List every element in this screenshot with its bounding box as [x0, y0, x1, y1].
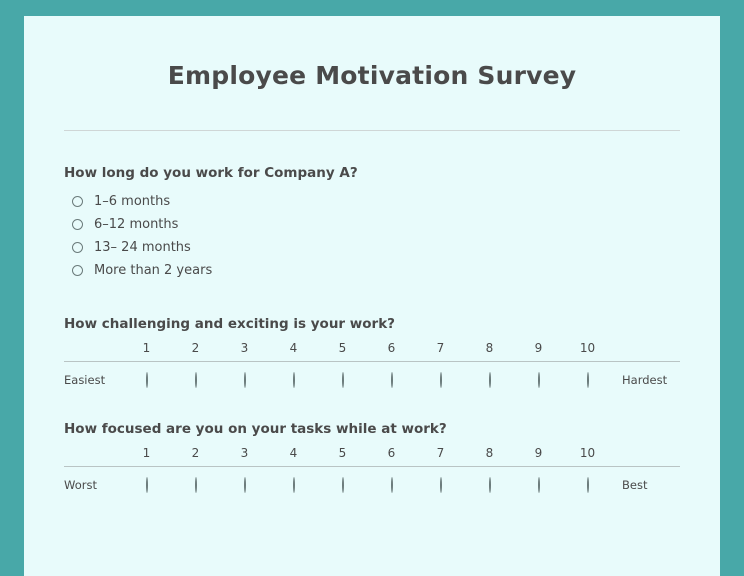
scale-option[interactable] [367, 478, 416, 492]
radio-button-icon[interactable] [72, 265, 83, 276]
question-label: How focused are you on your tasks while at work? [64, 421, 447, 437]
radio-button-icon[interactable] [244, 477, 246, 493]
radio-button-icon[interactable] [72, 196, 83, 207]
radio-button-icon[interactable] [587, 372, 589, 388]
scale-options [64, 467, 680, 492]
survey-content [24, 165, 720, 492]
radio-button-icon[interactable] [293, 477, 295, 493]
scale-radio-row [122, 478, 612, 492]
scale-number: 3 [240, 341, 249, 355]
scale-number: 6 [387, 446, 396, 460]
option-row[interactable] [64, 236, 680, 259]
scale-number: 5 [338, 446, 347, 460]
page-title: Employee Motivation Survey [167, 61, 577, 90]
scale-option[interactable] [563, 373, 612, 387]
option-row[interactable] [64, 190, 680, 213]
scale-right-label: Best [622, 478, 648, 492]
question-label: How long do you work for Company A? [64, 165, 358, 181]
question-tenure [64, 165, 680, 282]
radio-button-icon[interactable] [195, 372, 197, 388]
question-challenging [64, 316, 680, 387]
scale-option[interactable] [269, 373, 318, 387]
scale-number: 6 [387, 341, 396, 355]
scale-number: 4 [289, 341, 298, 355]
scale-option[interactable] [318, 373, 367, 387]
radio-button-icon[interactable] [72, 242, 83, 253]
scale-radio-row [122, 373, 612, 387]
scale-number: 3 [240, 446, 249, 460]
rating-scale [64, 446, 680, 492]
radio-button-icon[interactable] [342, 477, 344, 493]
option-label: 6–12 months [94, 217, 179, 232]
rating-scale [64, 341, 680, 387]
scale-left-label: Easiest [64, 373, 106, 387]
radio-button-icon[interactable] [538, 372, 540, 388]
radio-button-icon[interactable] [293, 372, 295, 388]
radio-button-icon[interactable] [440, 477, 442, 493]
scale-number: 1 [142, 446, 151, 460]
scale-header [64, 446, 680, 467]
scale-option[interactable] [220, 373, 269, 387]
scale-header [64, 341, 680, 362]
scale-option[interactable] [416, 478, 465, 492]
scale-number: 2 [191, 341, 200, 355]
radio-button-icon[interactable] [342, 372, 344, 388]
option-row[interactable] [64, 259, 680, 282]
scale-option[interactable] [465, 478, 514, 492]
scale-number: 8 [485, 446, 494, 460]
scale-number-row [122, 446, 612, 460]
scale-option[interactable] [318, 478, 367, 492]
option-label: 1–6 months [94, 194, 171, 209]
scale-right-label: Hardest [622, 373, 668, 387]
scale-number-row [122, 341, 612, 355]
scale-option[interactable] [171, 478, 220, 492]
radio-button-icon[interactable] [146, 372, 148, 388]
question-focused [64, 421, 680, 492]
option-label: More than 2 years [94, 263, 213, 278]
scale-number: 9 [534, 341, 543, 355]
radio-button-icon[interactable] [538, 477, 540, 493]
scale-number: 9 [534, 446, 543, 460]
radio-button-icon[interactable] [587, 477, 589, 493]
scale-option[interactable] [122, 478, 171, 492]
scale-number: 7 [436, 341, 445, 355]
radio-button-icon[interactable] [146, 477, 148, 493]
option-label: 13– 24 months [94, 240, 191, 255]
scale-option[interactable] [514, 478, 563, 492]
header-divider [64, 130, 680, 131]
scale-number: 5 [338, 341, 347, 355]
radio-button-icon[interactable] [440, 372, 442, 388]
scale-option[interactable] [416, 373, 465, 387]
scale-option[interactable] [563, 478, 612, 492]
radio-button-icon[interactable] [195, 477, 197, 493]
question-label: How challenging and exciting is your work? [64, 316, 396, 332]
option-row[interactable] [64, 213, 680, 236]
scale-option[interactable] [269, 478, 318, 492]
scale-options [64, 362, 680, 387]
radio-button-icon[interactable] [489, 477, 491, 493]
scale-option[interactable] [367, 373, 416, 387]
scale-option[interactable] [220, 478, 269, 492]
radio-button-icon[interactable] [489, 372, 491, 388]
scale-number: 10 [579, 341, 596, 355]
survey-page [24, 16, 720, 576]
radio-button-icon[interactable] [72, 219, 83, 230]
scale-option[interactable] [514, 373, 563, 387]
scale-number: 1 [142, 341, 151, 355]
scale-option[interactable] [171, 373, 220, 387]
scale-option[interactable] [465, 373, 514, 387]
scale-number: 7 [436, 446, 445, 460]
radio-button-icon[interactable] [244, 372, 246, 388]
scale-number: 4 [289, 446, 298, 460]
scale-number: 8 [485, 341, 494, 355]
scale-number: 2 [191, 446, 200, 460]
scale-left-label: Worst [64, 478, 97, 492]
radio-button-icon[interactable] [391, 477, 393, 493]
scale-number: 10 [579, 446, 596, 460]
radio-button-icon[interactable] [391, 372, 393, 388]
scale-option[interactable] [122, 373, 171, 387]
